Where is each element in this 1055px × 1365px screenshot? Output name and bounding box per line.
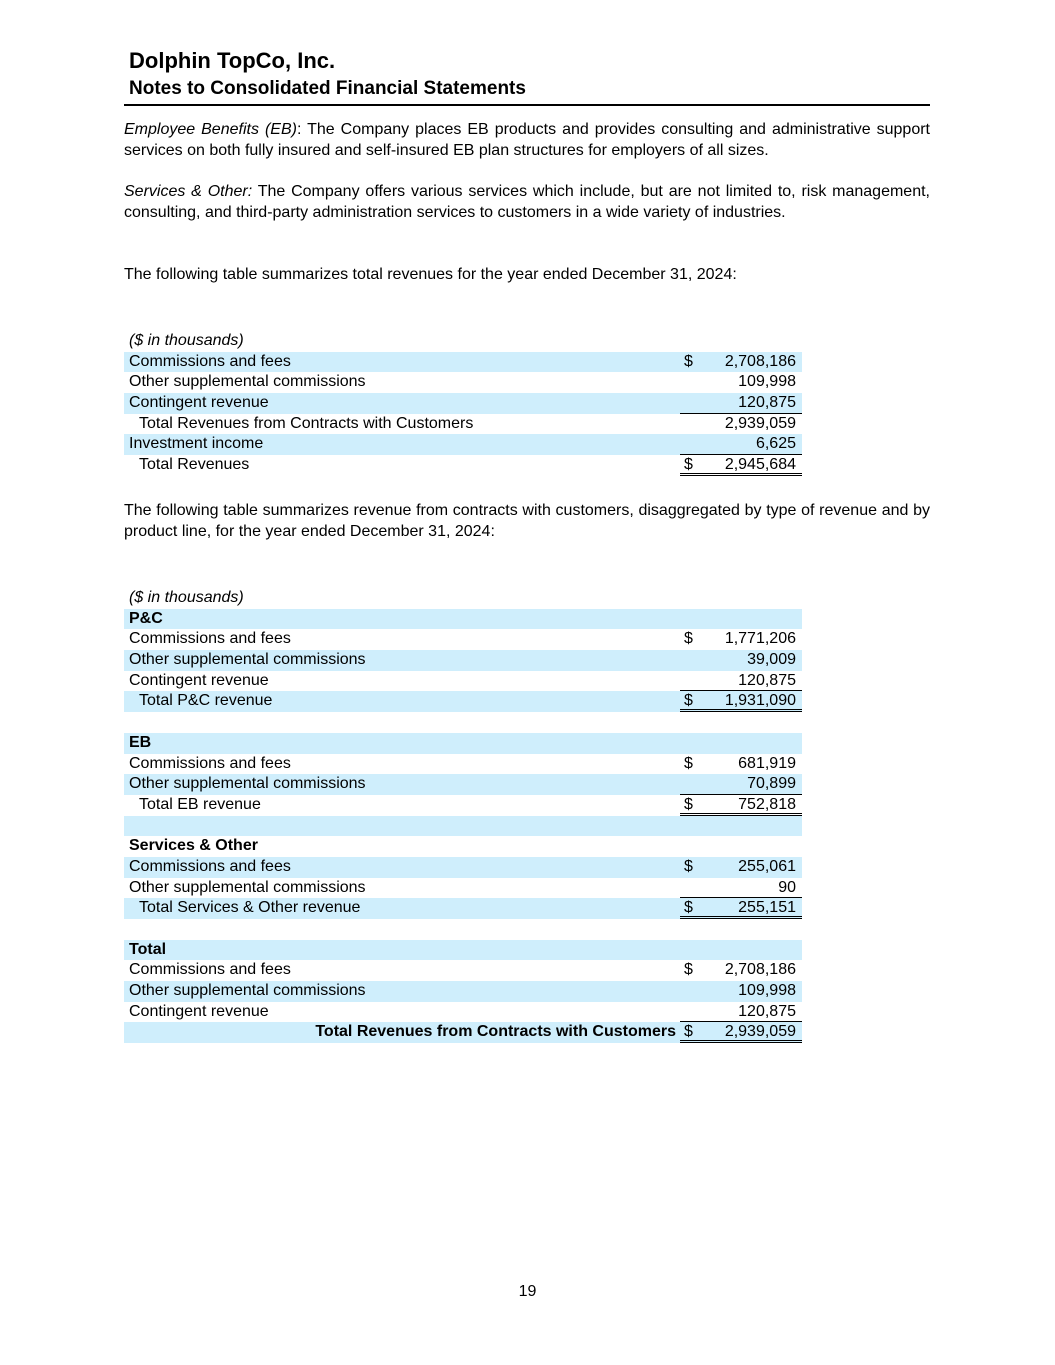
table-row: [124, 981, 802, 1002]
spacer-row: [124, 816, 802, 837]
section-title: Services & Other: [129, 837, 258, 855]
row-value: 2,708,186: [724, 961, 796, 979]
spacer-row: [124, 919, 802, 940]
row-label: Contingent revenue: [129, 671, 269, 689]
row-value: 1,931,090: [724, 692, 796, 710]
row-value: 2,939,059: [724, 1023, 796, 1041]
row-label: Total Revenues: [139, 456, 250, 474]
table-row: [124, 671, 802, 692]
row-value: 255,151: [738, 899, 796, 917]
row-value: 109,998: [738, 373, 796, 391]
table-row: [124, 754, 802, 775]
row-label: Other supplemental commissions: [129, 982, 366, 1000]
table-row: [124, 795, 802, 816]
row-value: 70,899: [747, 775, 796, 793]
row-value: 2,708,186: [724, 352, 796, 370]
currency-symbol: $: [684, 754, 693, 772]
row-label: Total Services & Other revenue: [139, 899, 361, 917]
row-value: 1,771,206: [724, 630, 796, 648]
units-label: ($ in thousands): [129, 332, 244, 349]
table-row: [124, 898, 802, 919]
row-label: Investment income: [129, 435, 264, 453]
row-value: 109,998: [738, 982, 796, 1000]
section-heading: [124, 836, 802, 857]
table-row: [124, 857, 802, 878]
row-value: 2,939,059: [724, 414, 796, 432]
table-row: [124, 960, 802, 981]
row-value: 90: [778, 878, 796, 896]
row-value: 681,919: [738, 754, 796, 772]
row-label: Total Revenues from Contracts with Customers: [139, 414, 474, 432]
services-term: Services & Other:: [124, 183, 253, 200]
section-title: Total: [129, 940, 167, 958]
row-value: 120,875: [738, 394, 796, 412]
section-title: P&C: [129, 609, 163, 627]
eb-text: : The Company places EB products and provides consulting and administrative support services on both fully insured and self-insured EB plan structures for employers of all sizes.: [124, 121, 931, 159]
row-label: Total Revenues from Contracts with Customers: [315, 1023, 676, 1041]
table-row: [124, 629, 802, 650]
row-label: Contingent revenue: [129, 394, 269, 412]
table-row: [124, 1022, 802, 1043]
company-name: Dolphin TopCo, Inc.: [129, 48, 336, 73]
row-label: Commissions and fees: [129, 630, 291, 648]
table-row: [124, 414, 802, 435]
row-value: 2,945,684: [724, 456, 796, 474]
eb-term: Employee Benefits (EB): [124, 121, 297, 138]
table-row: [124, 393, 802, 414]
total-revenues-table: [124, 331, 802, 476]
row-label: Other supplemental commissions: [129, 651, 366, 669]
section-title: EB: [129, 733, 152, 751]
table-row: [124, 878, 802, 899]
page-number: 19: [518, 1283, 537, 1300]
row-label: Other supplemental commissions: [129, 775, 366, 793]
row-value: 120,875: [738, 671, 796, 689]
row-label: Commissions and fees: [129, 352, 291, 370]
units-label: ($ in thousands): [129, 589, 244, 606]
row-label: Other supplemental commissions: [129, 878, 366, 896]
table1-intro: The following table summarizes total revenues for the year ended December 31, 2024:: [124, 266, 737, 283]
spacer-row: [124, 712, 802, 733]
page-title: Notes to Consolidated Financial Statements: [129, 78, 526, 99]
currency-symbol: $: [684, 795, 693, 813]
table-row: [124, 774, 802, 795]
section-heading: [124, 609, 802, 630]
services-paragraph: [124, 182, 930, 223]
currency-symbol: $: [684, 456, 693, 474]
section-heading: [124, 940, 802, 961]
currency-symbol: $: [684, 352, 693, 370]
row-value: 752,818: [738, 795, 796, 813]
page-header: [124, 46, 930, 106]
disaggregated-revenue-table: [124, 588, 802, 1043]
currency-symbol: $: [684, 857, 693, 875]
row-label: Total P&C revenue: [139, 692, 273, 710]
table-row: [124, 372, 802, 393]
currency-symbol: $: [684, 630, 693, 648]
table-row: [124, 352, 802, 373]
row-value: 6,625: [755, 435, 796, 453]
row-label: Commissions and fees: [129, 857, 291, 875]
table-row: [124, 1002, 802, 1023]
table-row: [124, 691, 802, 712]
currency-symbol: $: [684, 692, 693, 710]
eb-paragraph: [124, 120, 930, 161]
table-row: [124, 650, 802, 671]
row-label: Total EB revenue: [139, 795, 261, 813]
currency-symbol: $: [684, 1023, 693, 1041]
row-label: Commissions and fees: [129, 754, 291, 772]
row-value: 255,061: [738, 857, 796, 875]
row-value: 39,009: [747, 651, 796, 669]
table2-intro: The following table summarizes revenue from contracts with customers, disaggregated by type of revenue and by product line, for the year ended December 31, 2024:: [124, 502, 930, 540]
row-value: 120,875: [738, 1002, 796, 1020]
table-row: [124, 455, 802, 476]
row-label: Other supplemental commissions: [129, 373, 366, 391]
currency-symbol: $: [684, 899, 693, 917]
row-label: Contingent revenue: [129, 1002, 269, 1020]
row-label: Commissions and fees: [129, 961, 291, 979]
table-row: [124, 434, 802, 455]
currency-symbol: $: [684, 961, 693, 979]
services-text: The Company offers various services which include, but are not limited to, risk management, consulting, and third-party administration services to customers in a wide variety of industries.: [124, 183, 930, 221]
section-heading: [124, 733, 802, 754]
